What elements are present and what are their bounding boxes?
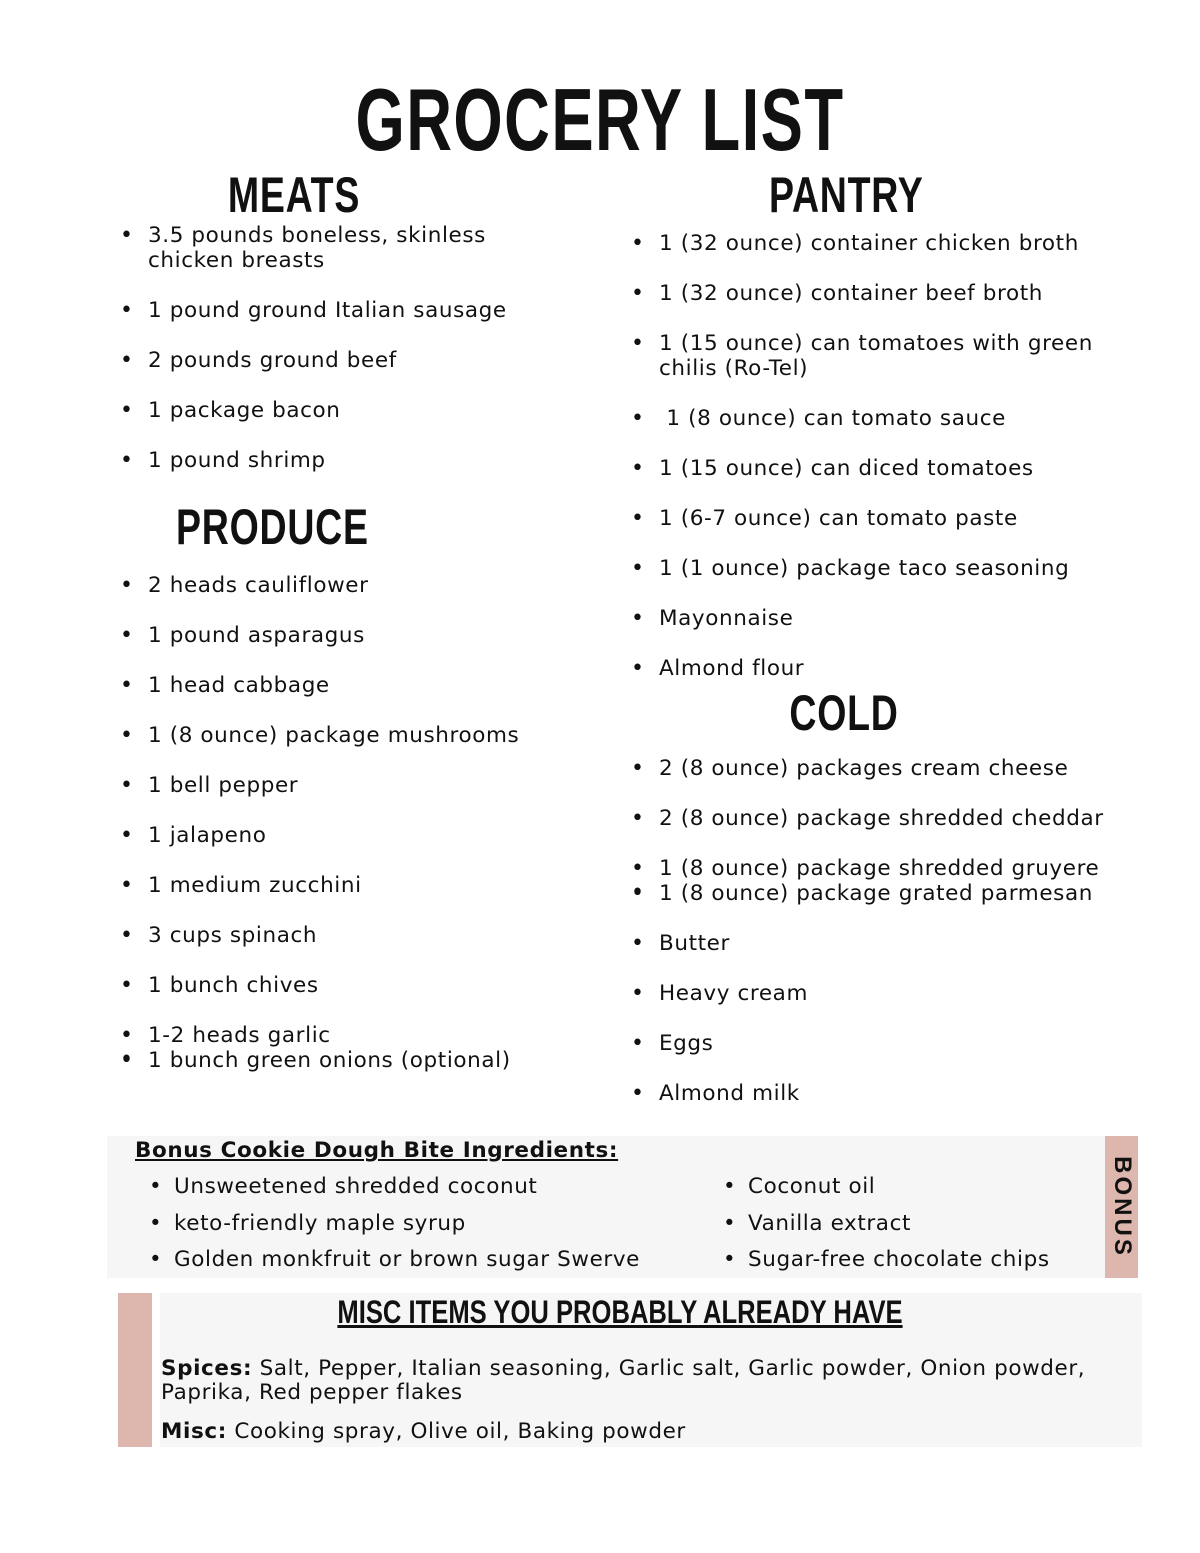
list-item: • Coconut oil xyxy=(721,1175,1050,1199)
list-item: • 1 pound ground Italian sausage xyxy=(116,298,576,323)
bonus-list-right xyxy=(721,1175,1050,1285)
list-item: • 1 pound asparagus xyxy=(116,623,576,648)
list-item: • 1 (32 ounce) container beef broth xyxy=(627,281,1127,306)
list-item: • 1 pound shrimp xyxy=(116,448,576,473)
misc-title: MISC ITEMS YOU PROBABLY ALREADY HAVE xyxy=(337,1294,903,1330)
list-item: • 1 (32 ounce) container chicken broth xyxy=(627,231,1127,256)
list-item: • Mayonnaise xyxy=(627,606,1127,631)
list-item: • Heavy cream xyxy=(627,981,1147,1006)
list-item: • 3 cups spinach xyxy=(116,923,576,948)
list-item: • 1 (15 ounce) can tomatoes with green chilis (Ro-Tel) xyxy=(627,331,1127,381)
bonus-tab xyxy=(1105,1136,1138,1278)
pantry-heading: PANTRY xyxy=(769,167,924,223)
spices-text: Salt, Pepper, Italian seasoning, Garlic salt, Garlic powder, Onion powder, Paprika, Red pepper flakes xyxy=(161,1356,1086,1405)
list-item: • keto-friendly maple syrup xyxy=(147,1212,640,1236)
cold-list xyxy=(627,756,1147,1131)
list-item: • 1 (6-7 ounce) can tomato paste xyxy=(627,506,1127,531)
list-item: • 1 (8 ounce) package grated parmesan xyxy=(627,881,1147,906)
produce-heading: PRODUCE xyxy=(176,499,369,555)
list-item: • 3.5 pounds boneless, skinless chicken breasts xyxy=(116,223,576,273)
list-item: • 1-2 heads garlic xyxy=(116,1023,576,1048)
list-item: • 1 bunch green onions (optional) xyxy=(116,1048,576,1073)
list-item: • 1 package bacon xyxy=(116,398,576,423)
list-item: • 1 (15 ounce) can diced tomatoes xyxy=(627,456,1127,481)
list-item: • 2 (8 ounce) package shredded cheddar xyxy=(627,806,1147,831)
list-item: • 1 (1 ounce) package taco seasoning xyxy=(627,556,1127,581)
list-item: • Almond milk xyxy=(627,1081,1147,1106)
list-item: • 1 (8 ounce) package mushrooms xyxy=(116,723,576,748)
misc-spices-line xyxy=(161,1357,1121,1405)
pantry-list xyxy=(627,231,1127,706)
list-item: • 1 (8 ounce) package shredded gruyere xyxy=(627,856,1147,881)
page-title: GROCERY LIST xyxy=(355,70,845,169)
list-item: • Unsweetened shredded coconut xyxy=(147,1175,640,1199)
list-item: • Sugar-free chocolate chips xyxy=(721,1248,1050,1272)
misc-label: Misc: xyxy=(161,1419,227,1444)
list-item: • 1 jalapeno xyxy=(116,823,576,848)
list-item: • 1 medium zucchini xyxy=(116,873,576,898)
list-item: • Vanilla extract xyxy=(721,1212,1050,1236)
list-item: • Butter xyxy=(627,931,1147,956)
misc-text: Cooking spray, Olive oil, Baking powder xyxy=(226,1419,686,1444)
list-item: • 1 head cabbage xyxy=(116,673,576,698)
cold-heading: COLD xyxy=(789,685,899,741)
meats-heading: MEATS xyxy=(227,167,361,223)
list-item: • Golden monkfruit or brown sugar Swerve xyxy=(147,1248,640,1272)
bonus-list-left xyxy=(147,1175,640,1285)
list-item: • 1 (8 ounce) can tomato sauce xyxy=(627,406,1127,431)
list-item: • Almond flour xyxy=(627,656,1127,681)
misc-accent-bar xyxy=(118,1293,152,1447)
meats-list xyxy=(116,223,576,498)
produce-list xyxy=(116,573,576,1098)
list-item: • 2 (8 ounce) packages cream cheese xyxy=(627,756,1147,781)
bonus-title: Bonus Cookie Dough Bite Ingredients: xyxy=(135,1138,619,1163)
spices-label: Spices: xyxy=(161,1356,253,1381)
list-item: • 1 bell pepper xyxy=(116,773,576,798)
bonus-tab-label: BONUS xyxy=(1108,1156,1136,1258)
list-item: • 2 heads cauliflower xyxy=(116,573,576,598)
list-item: • Eggs xyxy=(627,1031,1147,1056)
list-item: • 2 pounds ground beef xyxy=(116,348,576,373)
misc-misc-line xyxy=(161,1420,1121,1444)
list-item: • 1 bunch chives xyxy=(116,973,576,998)
